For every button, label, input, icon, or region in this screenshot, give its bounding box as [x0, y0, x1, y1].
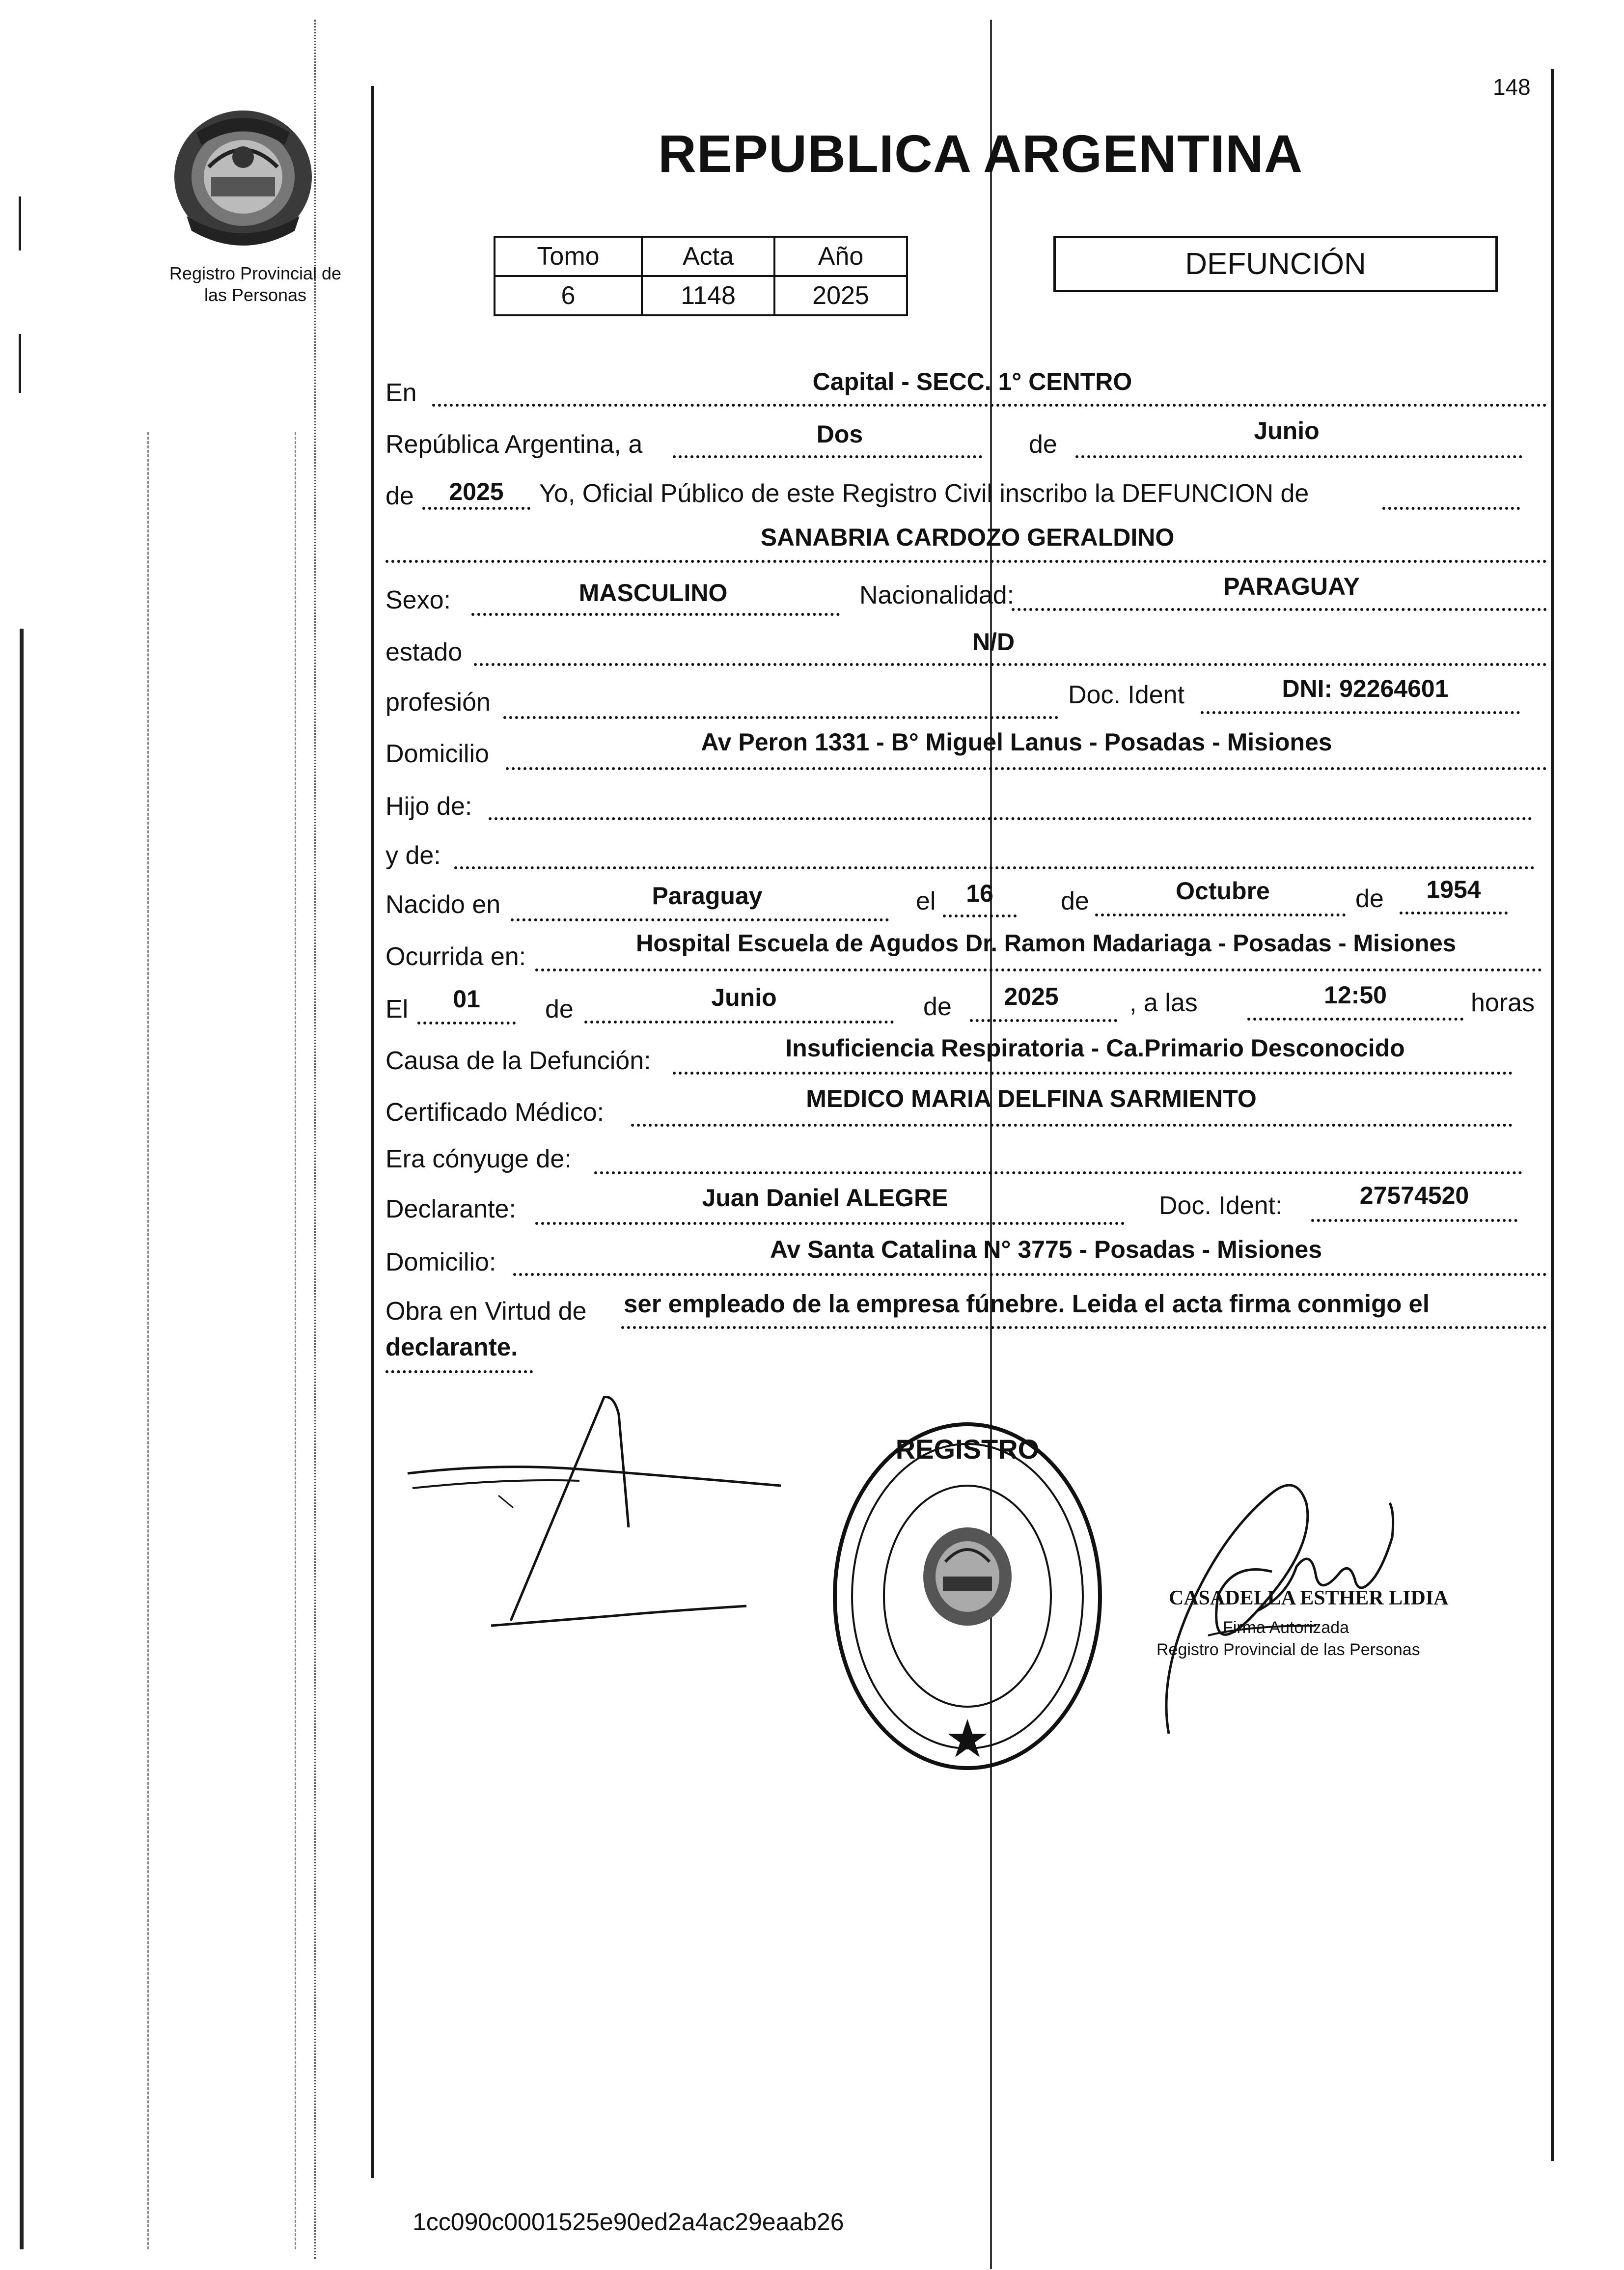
day-value: Dos [816, 420, 863, 448]
and-of-line [454, 866, 1535, 869]
virtue-line-2 [385, 1370, 533, 1373]
deceased-name: SANABRIA CARDOZO GERALDINO [760, 524, 1175, 551]
nationality-label: Nacionalidad: [859, 581, 1015, 609]
scan-edge-mark [19, 334, 21, 393]
child-of-label: Hijo de: [385, 792, 472, 821]
spouse-label: Era cónyuge de: [385, 1145, 572, 1173]
declarant-doc-value: 27574520 [1359, 1182, 1469, 1209]
declarant-address-value: Av Santa Catalina N° 3775 - Posadas - Misiones [770, 1236, 1322, 1263]
declarant-doc-line [1311, 1219, 1517, 1222]
occurred-value: Hospital Escuela de Agudos Dr. Ramon Madariaga - Posadas - Misiones [635, 930, 1457, 957]
scan-edge-mark [19, 196, 21, 250]
year-value: 2025 [449, 478, 504, 505]
death-day-value: 01 [453, 985, 480, 1013]
death-month-line [584, 1021, 894, 1024]
profession-label: profesión [385, 688, 491, 717]
born-in-value: Paraguay [652, 882, 763, 910]
registry-stamp-icon [830, 1414, 1105, 1778]
death-month-value: Junio [711, 984, 777, 1011]
dotted-margin-line [295, 432, 296, 2249]
sex-line [471, 613, 840, 616]
act-table-value-row [495, 276, 907, 315]
place-value: Capital - SECC. 1° CENTRO [812, 368, 1132, 395]
occurred-line [535, 969, 1542, 971]
dotted-margin-line [314, 20, 316, 2259]
declarant-value: Juan Daniel ALEGRE [702, 1184, 948, 1212]
born-el-label: el [916, 887, 936, 915]
profession-line [503, 716, 1058, 719]
month-line [1075, 455, 1522, 458]
declarant-address-label: Domicilio: [385, 1248, 496, 1276]
born-year-value: 1954 [1426, 876, 1481, 903]
and-of-label: y de: [385, 841, 441, 870]
document-code: 1cc090c0001525e90ed2a4ac29eaab26 [413, 2208, 844, 2236]
right-border-line [1551, 69, 1554, 2161]
born-day-line [943, 914, 1017, 917]
doc-label: Doc. Ident [1068, 681, 1185, 709]
hours-label: horas [1471, 989, 1535, 1017]
address-line [506, 767, 1547, 770]
death-el-label: El [385, 995, 409, 1024]
born-year-line [1400, 912, 1508, 914]
cause-value: Insuficiencia Respiratoria - Ca.Primario Desconocido [785, 1034, 1405, 1062]
death-year-value: 2025 [1004, 983, 1059, 1010]
act-table-header: Año [774, 237, 907, 276]
born-month-line [1095, 914, 1346, 916]
center-fold-line [990, 20, 992, 2269]
act-table-value: 6 [495, 276, 642, 315]
registry-caption: Registro Provincial de las Personas [169, 263, 342, 305]
nationality-value: PARAGUAY [1223, 573, 1360, 600]
sex-label: Sexo: [385, 586, 451, 614]
year-line [422, 507, 530, 510]
doc-value: DNI: 92264601 [1282, 675, 1449, 702]
declarant-address-line [513, 1273, 1547, 1276]
act-table-header: Acta [642, 237, 774, 276]
act-table-header: Tomo [495, 237, 642, 276]
cause-line [673, 1072, 1513, 1075]
act-table-value: 1148 [642, 276, 774, 315]
born-de-label: de [1061, 887, 1089, 915]
civil-status-line [474, 663, 1547, 666]
act-table-header-row [495, 237, 907, 276]
deceased-name-line [385, 560, 1547, 563]
death-year-line [970, 1019, 1117, 1022]
dotted-margin-line [147, 432, 149, 2249]
scan-edge-line [20, 629, 24, 2249]
place-line [432, 404, 1547, 407]
declarant-doc-label: Doc. Ident: [1159, 1191, 1283, 1220]
born-month-value: Octubre [1176, 877, 1270, 905]
act-table-value: 2025 [774, 276, 907, 315]
day-line [673, 455, 982, 458]
signer-role: Firma Autorizada [1223, 1618, 1349, 1637]
act-type-box: DEFUNCIÓN [1053, 236, 1498, 292]
date-intro-label: República Argentina, a [385, 430, 643, 459]
place-label: En [385, 379, 417, 407]
death-time-label: , a las [1129, 989, 1198, 1017]
page-number: 148 [1493, 74, 1531, 100]
signer-name: CASADELLA ESTHER LIDIA [1169, 1587, 1449, 1609]
country-title: REPUBLICA ARGENTINA [658, 124, 1303, 183]
born-day-value: 16 [966, 880, 993, 907]
born-in-line [511, 918, 889, 921]
occurred-label: Ocurrida en: [385, 942, 526, 971]
signer-institution: Registro Provincial de las Personas [1156, 1640, 1420, 1659]
death-day-line [417, 1022, 516, 1024]
death-de-label: de [545, 995, 574, 1024]
address-value: Av Peron 1331 - B° Miguel Lanus - Posadas - Misiones [701, 728, 1332, 756]
child-of-line [489, 817, 1532, 820]
certificate-label: Certificado Médico: [385, 1098, 605, 1127]
declarant-line [535, 1222, 1125, 1225]
declarant-signature-icon [393, 1385, 835, 1631]
spouse-line [594, 1171, 1522, 1174]
civil-status-label: estado [385, 638, 463, 666]
nationality-line [1012, 608, 1547, 611]
address-label: Domicilio [385, 740, 489, 768]
de-label: de [385, 482, 414, 510]
born-in-label: Nacido en [385, 890, 501, 919]
civil-status-value: N/D [972, 628, 1015, 656]
virtue-value-line2: declarante. [385, 1333, 518, 1361]
act-register-table [494, 236, 908, 316]
month-value: Junio [1254, 417, 1320, 444]
sex-value: MASCULINO [578, 579, 728, 607]
doc-line [1201, 711, 1520, 714]
declarant-label: Declarante: [385, 1195, 516, 1223]
virtue-line [621, 1326, 1547, 1329]
left-border-line [371, 86, 374, 2178]
inscribe-text: Yo, Oficial Público de este Registro Civil inscribo la DEFUNCION de [539, 479, 1309, 508]
stamp-text: REGISTRO [895, 1434, 1040, 1465]
cause-label: Causa de la Defunción: [385, 1047, 651, 1075]
de-label: de [1029, 430, 1057, 459]
certificate-value: MEDICO MARIA DELFINA SARMIENTO [806, 1085, 1257, 1112]
death-time-value: 12:50 [1324, 981, 1387, 1009]
death-time-line [1247, 1018, 1463, 1021]
certificate-line [631, 1124, 1513, 1127]
born-de-label: de [1355, 885, 1384, 913]
inscribe-line [1382, 507, 1520, 510]
virtue-label: Obra en Virtud de [385, 1297, 587, 1326]
death-de-label: de [923, 993, 952, 1021]
provincial-seal-icon [162, 103, 324, 250]
virtue-value-line1: ser empleado de la empresa fúnebre. Leida el acta firma conmigo el [624, 1290, 1430, 1318]
